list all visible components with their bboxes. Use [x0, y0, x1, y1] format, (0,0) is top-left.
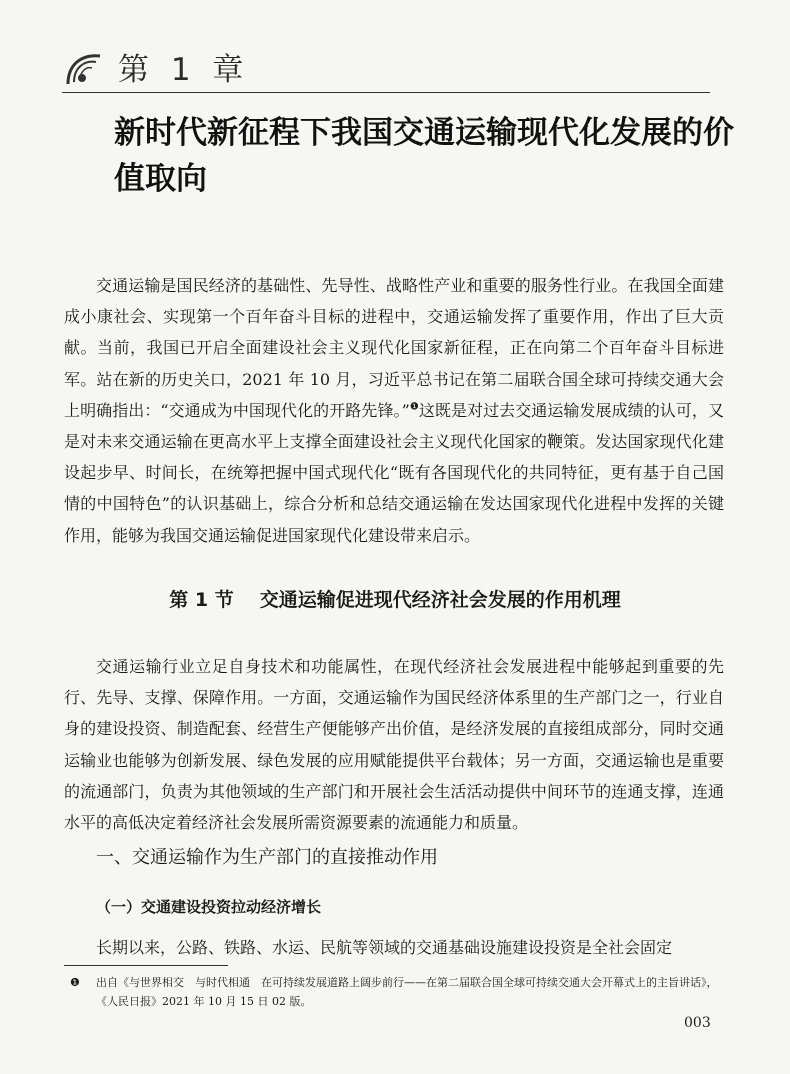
chapter-divider: [62, 92, 710, 93]
section-number: 第 1 节: [169, 589, 234, 611]
footnote-divider: [64, 965, 228, 966]
footnote: [70, 973, 724, 1011]
chapter-emblem-icon: [62, 48, 104, 90]
page-number: 003: [684, 1015, 711, 1031]
intro-text-a: 交通运输是国民经济的基础性、先导性、战略性产业和重要的服务性行业。在我国全面建成小康社会、实现第一个百年奋斗目标的进程中，交通运输发挥了重要作用，作出了巨大贡献。当前，我国已开启全面建设社会主义现代化国家新征程，正在向第二个百年奋斗目标进军。站在新的历史关口，2021 年 10 月，习近平总书记在第二届联合国全球可持续交通大会上明确指出：“交通成为中国现代化的开路先锋。”: [64, 276, 724, 420]
section-paragraph: 交通运输行业立足自身技术和功能属性，在现代经济社会发展进程中能够起到重要的先行、先导、支撑、保障作用。一方面，交通运输作为国民经济体系里的生产部门之一，行业自身的建设投资、制造配套、经营生产便能够产出价值，是经济发展的直接组成部分，同时交通运输业也能够为创新发展、绿色发展的应用赋能提供平台载体；另一方面，交通运输也是重要的流通部门，负责为其他领域的生产部门和开展社会生活活动提供中间环节的连通支撑，连通水平的高低决定着经济社会发展所需资源要素的流通能力和质量。: [64, 657, 724, 833]
chapter-title: 新时代新征程下我国交通运输现代化发展的价值取向: [114, 115, 734, 197]
section-title: 交通运输促进现代经济社会发展的作用机理: [259, 589, 621, 611]
footnote-marker: ❶: [70, 976, 80, 989]
subsection-heading: 一、交通运输作为生产部门的直接推动作用: [96, 847, 438, 868]
section-heading: [0, 585, 790, 612]
intro-paragraph: [64, 270, 724, 551]
subsubsection-heading: （一）交通建设投资拉动经济增长: [96, 898, 322, 916]
intro-text-b: 这既是对过去交通运输发展成绩的认可，又是对未来交通运输在更高水平上支撑全面建设社会主义现代化国家的鞭策。发达国家现代化建设起步早、时间长，在统筹把握中国式现代化“既有各国现代化的共同特征，更有基于自己国情的中国特色”的认识基础上，综合分析和总结交通运输在发达国家现代化进程中发挥的关键作用，能够为我国交通运输促进国家现代化建设带来启示。: [64, 400, 724, 545]
chapter-header: [62, 40, 710, 96]
subsubsection-paragraph: 长期以来，公路、铁路、水运、民航等领域的交通基础设施建设投资是全社会固定: [96, 938, 673, 957]
footnote-text: 出自《与世界相交 与时代相通 在可持续发展道路上阔步前行——在第二届联合国全球可持续交通大会开幕式上的主旨讲话》，《人民日报》2021 年 10 月 15 日 02 版。: [96, 976, 718, 1008]
chapter-label: 第 1 章: [118, 52, 250, 88]
footnote-reference[interactable]: ❶: [409, 401, 419, 413]
